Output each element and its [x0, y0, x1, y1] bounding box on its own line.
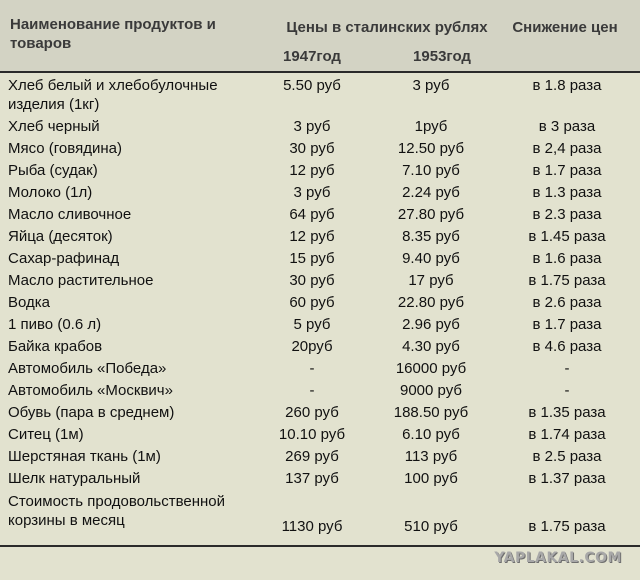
price-1947: 30 руб: [289, 272, 335, 289]
price-drop: -: [564, 382, 570, 399]
price-1947: 60 руб: [289, 294, 335, 311]
table-row: [0, 137, 640, 159]
price-1953: 16000 руб: [395, 360, 467, 377]
price-1953: 3 руб: [412, 77, 450, 94]
product-name: Рыба (судак): [8, 162, 98, 179]
product-name: Шерстяная ткань (1м): [8, 448, 161, 465]
price-1953: 510 руб: [404, 518, 458, 535]
price-1953: 1руб: [414, 118, 448, 135]
site-watermark: YAPLAKAL.COM: [494, 550, 622, 566]
price-1953: 12.50 руб: [397, 140, 465, 157]
price-drop: в 1.8 раза: [532, 77, 602, 94]
product-name: Сахар-рафинад: [8, 250, 120, 267]
price-1947: 3 руб: [293, 184, 331, 201]
table-row: [0, 357, 640, 379]
table-row: [0, 159, 640, 181]
price-drop: в 3 раза: [538, 118, 596, 135]
price-1947: -: [309, 382, 315, 399]
price-1947: 5 руб: [293, 316, 331, 333]
price-1947: 15 руб: [289, 250, 335, 267]
price-1953: 113 руб: [404, 448, 458, 465]
table-body: [0, 73, 640, 539]
header-price-drop: Снижение цен: [512, 19, 618, 36]
product-name: Хлеб черный: [8, 118, 100, 135]
product-name: Хлеб белый и хлебобулочные изделия (1кг): [8, 77, 218, 113]
price-1953: 17 руб: [408, 272, 454, 289]
price-1947: -: [309, 360, 315, 377]
price-drop: в 1.74 раза: [528, 426, 606, 443]
price-drop: в 1.75 раза: [528, 518, 606, 535]
price-1953: 22.80 руб: [397, 294, 465, 311]
table-row: [0, 225, 640, 247]
price-1947: 30 руб: [289, 140, 335, 157]
price-1953: 8.35 руб: [402, 228, 460, 245]
price-1947: 269 руб: [285, 448, 339, 465]
price-drop: в 4.6 раза: [532, 338, 602, 355]
product-name: Яйца (десяток): [8, 228, 113, 245]
table-header: [0, 0, 640, 73]
price-1947: 260 руб: [285, 404, 339, 421]
table-row: [0, 379, 640, 401]
table-row: [0, 423, 640, 445]
price-drop: в 1.6 раза: [532, 250, 602, 267]
product-name: Стоимость продовольственной корзины в месяц: [8, 493, 226, 529]
price-drop: в 1.7 раза: [532, 316, 602, 333]
price-drop: в 2.6 раза: [532, 294, 602, 311]
price-drop: в 1.3 раза: [532, 184, 602, 201]
price-drop: в 2,4 раза: [532, 140, 602, 157]
price-1953: 2.96 руб: [402, 316, 460, 333]
price-drop: в 1.7 раза: [532, 162, 602, 179]
product-name: Молоко (1л): [8, 184, 93, 201]
price-1953: 4.30 руб: [402, 338, 460, 355]
price-1947: 5.50 руб: [283, 77, 341, 94]
product-name: 1 пиво (0.6 л): [8, 316, 102, 333]
price-1947: 12 руб: [289, 228, 335, 245]
product-name: Обувь (пара в среднем): [8, 404, 175, 421]
price-drop: в 2.3 раза: [532, 206, 602, 223]
product-name: Водка: [8, 294, 51, 311]
price-1953: 2.24 руб: [402, 184, 460, 201]
table-row: [0, 445, 640, 467]
product-name: Автомобиль «Победа»: [8, 360, 167, 377]
product-name: Масло сливочное: [8, 206, 132, 223]
table-row: [0, 115, 640, 137]
price-drop: -: [564, 360, 570, 377]
product-name: Байка крабов: [8, 338, 103, 355]
table-row: [0, 401, 640, 423]
table-row: [0, 247, 640, 269]
table-row: [0, 489, 640, 539]
product-name: Шелк натуральный: [8, 470, 141, 487]
product-name: Масло растительное: [8, 272, 154, 289]
price-1947: 1130 руб: [281, 518, 343, 535]
price-1953: 9.40 руб: [402, 250, 460, 267]
header-year-1953: 1953год: [413, 48, 471, 65]
header-year-1947: 1947год: [283, 48, 341, 65]
price-1953: 27.80 руб: [397, 206, 465, 223]
price-1953: 7.10 руб: [402, 162, 460, 179]
product-name: Мясо (говядина): [8, 140, 122, 157]
price-1953: 100 руб: [404, 470, 458, 487]
price-1947: 64 руб: [289, 206, 335, 223]
price-1953: 188.50 руб: [393, 404, 469, 421]
table-row: [0, 181, 640, 203]
product-name: Автомобиль «Москвич»: [8, 382, 173, 399]
price-1947: 10.10 руб: [278, 426, 346, 443]
price-drop: в 1.75 раза: [528, 272, 606, 289]
product-name: Ситец (1м): [8, 426, 84, 443]
header-product-name: Наименование продуктов и товаров: [10, 16, 216, 52]
table-row: [0, 313, 640, 335]
price-drop: в 1.37 раза: [528, 470, 606, 487]
table-row: [0, 269, 640, 291]
price-drop: в 1.35 раза: [528, 404, 606, 421]
price-1947: 12 руб: [289, 162, 335, 179]
table-row: [0, 335, 640, 357]
price-drop: в 2.5 раза: [532, 448, 602, 465]
table-row: [0, 203, 640, 225]
price-1947: 137 руб: [285, 470, 339, 487]
price-1947: 3 руб: [293, 118, 331, 135]
table-row: [0, 291, 640, 313]
header-prices: Цены в сталинских рублях: [286, 19, 488, 36]
price-1947: 20руб: [291, 338, 333, 355]
price-1953: 6.10 руб: [402, 426, 460, 443]
bottom-divider: [0, 545, 640, 547]
price-drop: в 1.45 раза: [528, 228, 606, 245]
price-1953: 9000 руб: [400, 382, 462, 399]
table-row: [0, 73, 640, 115]
table-row: [0, 467, 640, 489]
